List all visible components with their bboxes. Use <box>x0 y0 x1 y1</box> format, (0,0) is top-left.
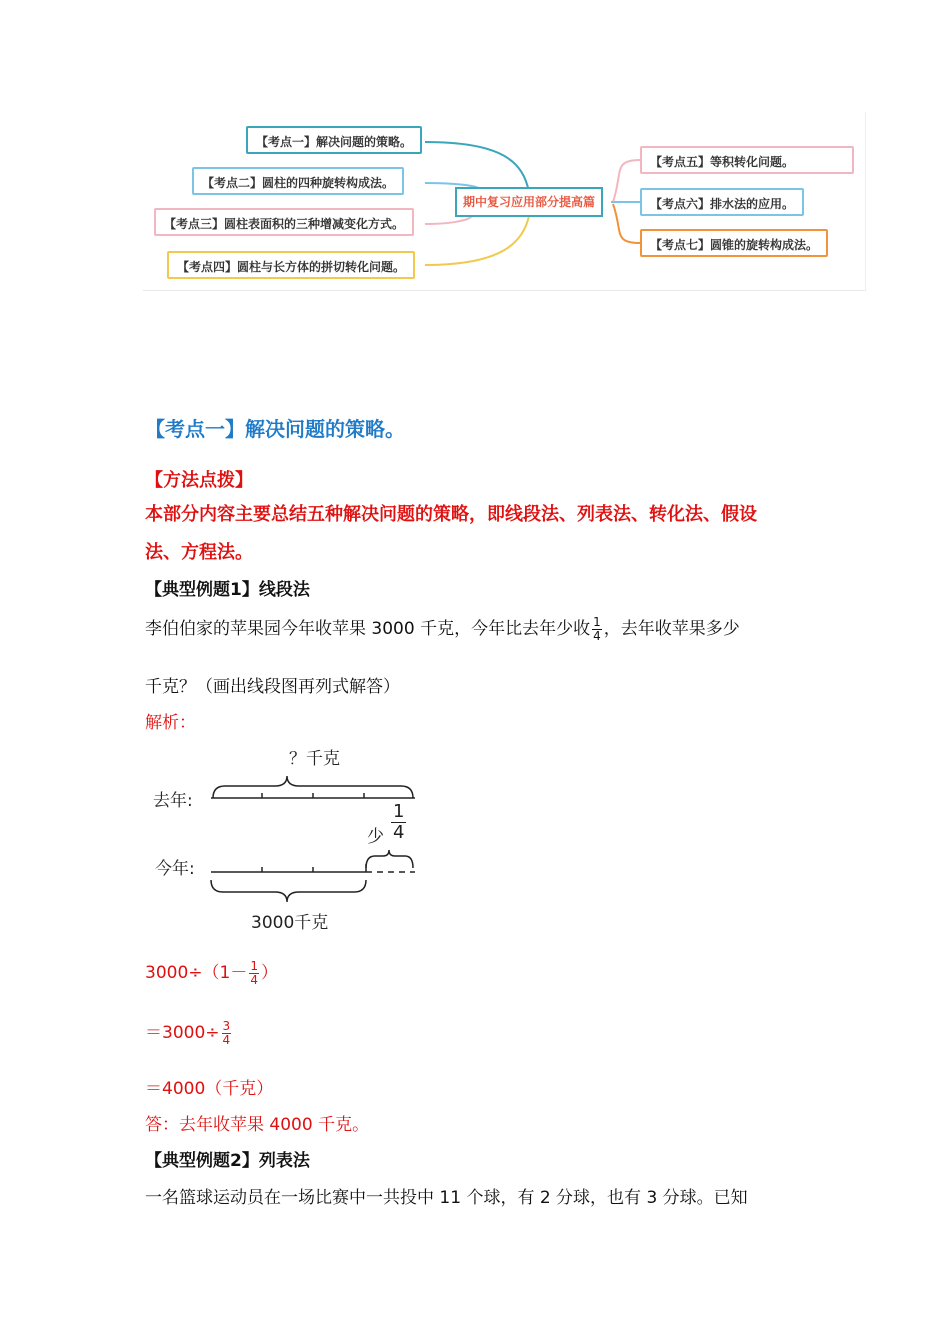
mindmap-node-7: 【考点七】圆锥的旋转构成法。 <box>640 229 828 257</box>
example1-question-line2: 千克？（画出线段图再列式解答） <box>145 677 400 697</box>
step1-fraction: $\frac{1}{4}$ <box>250 958 258 987</box>
section-title: 【考点一】解决问题的策略。 <box>145 417 405 441</box>
mindmap-node-5: 【考点五】等积转化问题。 <box>640 146 854 174</box>
mindmap-node-3: 【考点三】圆柱表面积的三种增减变化方式。 <box>154 208 414 236</box>
method-line-1: 本部分内容主要总结五种解决问题的策略，即线段法、列表法、转化法、假设 <box>145 504 757 525</box>
example1-question-line1 <box>145 614 740 643</box>
step2-fraction: $\frac{3}{4}$ <box>222 1018 231 1047</box>
mindmap-node-2: 【考点二】圆柱的四种旋转构成法。 <box>192 167 404 195</box>
example1-heading: 【典型例题1】线段法 <box>145 580 310 600</box>
diagram-less-label: 少 <box>367 827 384 847</box>
solution-step-1: 3000÷（1－ $\frac{1}{4}$ ） <box>145 958 278 987</box>
diagram-this-year-label: 今年: <box>155 859 195 879</box>
solution-answer: 答：去年收苹果 4000 千克。 <box>145 1115 370 1135</box>
diagram-question-label: ？千克 <box>289 749 340 769</box>
question-text-pre: 李伯伯家的苹果园今年收苹果 3000 千克，今年比去年少收 <box>145 619 591 639</box>
question-text-post: ，去年收苹果多少 <box>603 619 740 639</box>
mindmap-node-4: 【考点四】圆柱与长方体的拼切转化问题。 <box>167 251 415 279</box>
solution-step-3: ＝4000（千克） <box>145 1079 274 1099</box>
mindmap-node-6: 【考点六】排水法的应用。 <box>640 188 804 216</box>
mindmap-node-1: 【考点一】解决问题的策略。 <box>246 126 422 154</box>
question-fraction: $\frac{1}{4}$ <box>593 614 601 643</box>
diagram-bottom-label: 3000千克 <box>251 913 329 933</box>
example2-heading: 【典型例题2】列表法 <box>145 1151 310 1171</box>
example2-question-line1: 一名篮球运动员在一场比赛中一共投中 11 个球，有 2 分球，也有 3 分球。已知 <box>145 1188 748 1208</box>
analysis-label: 解析： <box>145 713 196 733</box>
diagram-fraction: 1 4 <box>393 801 405 843</box>
method-line-2: 法、方程法。 <box>145 542 253 563</box>
mind-map <box>143 112 866 291</box>
diagram-last-year-label: 去年: <box>153 791 193 811</box>
mindmap-center: 期中复习应用部分提高篇 <box>455 187 603 217</box>
method-heading: 【方法点拨】 <box>145 470 253 491</box>
segment-diagram <box>145 740 435 940</box>
solution-step-2: ＝3000÷ $\frac{3}{4}$ <box>145 1018 231 1047</box>
